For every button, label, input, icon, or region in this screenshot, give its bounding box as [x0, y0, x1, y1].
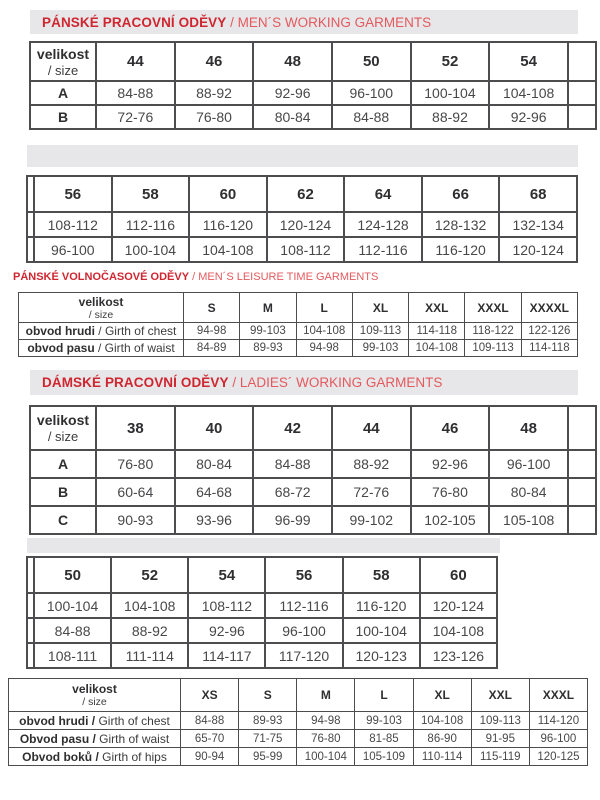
data-cell: 93-96 — [175, 506, 254, 534]
data-cell: 100-104 — [112, 237, 190, 262]
cutoff-column-cell — [568, 406, 596, 450]
size-header-cell: 52 — [411, 42, 490, 81]
data-cell: 65-70 — [181, 730, 239, 748]
row-label-cell: Obvod boků / Girth of hips — [9, 748, 181, 766]
data-cell: 108-112 — [34, 212, 112, 237]
size-header-cell: 60 — [189, 176, 267, 212]
data-cell: 88-92 — [411, 105, 490, 129]
data-cell: 104-108 — [111, 593, 188, 618]
data-cell: 88-92 — [175, 81, 254, 105]
data-cell: 60-64 — [96, 478, 175, 506]
size-header-cell: 46 — [411, 406, 490, 450]
data-cell: 88-92 — [111, 618, 188, 643]
size-header-cell: 52 — [111, 557, 188, 593]
data-cell: 96-100 — [332, 81, 411, 105]
data-cell: 80-84 — [253, 105, 332, 129]
data-cell: 100-104 — [34, 593, 111, 618]
table-row — [30, 478, 596, 506]
table-mens-working-sizes-56-68 — [26, 175, 578, 263]
data-cell: 108-112 — [267, 237, 345, 262]
row-label-cell: obvod hrudi / Girth of chest — [9, 712, 181, 730]
data-cell: 112-116 — [344, 237, 422, 262]
data-cell: 84-88 — [181, 712, 239, 730]
size-header-cell: L — [355, 679, 413, 712]
data-cell: 111-114 — [111, 643, 188, 668]
section-title-czech: PÁNSKÉ PRACOVNÍ ODĚVY — [42, 14, 227, 30]
row-label-cell: Obvod pasu / Girth of waist — [9, 730, 181, 748]
data-cell: 91-95 — [471, 730, 529, 748]
table-mens-working-sizes-44-54 — [29, 41, 597, 130]
row-label-cell: obvod hrudi / Girth of chest — [19, 323, 184, 340]
data-cell: 120-124 — [420, 593, 497, 618]
data-cell: 117-120 — [265, 643, 342, 668]
size-header-cell: XXXXL — [521, 293, 577, 323]
data-cell: 114-117 — [188, 643, 265, 668]
data-cell: 105-109 — [355, 748, 413, 766]
data-cell: 96-100 — [489, 450, 568, 478]
section-heading-men-working — [30, 10, 578, 34]
cutoff-column-cell — [27, 593, 34, 618]
data-cell: 92-96 — [411, 450, 490, 478]
table-row — [27, 618, 497, 643]
data-cell: 104-108 — [413, 712, 471, 730]
row-label-cell: B — [30, 478, 96, 506]
data-cell: 84-89 — [184, 340, 240, 357]
data-cell: 100-104 — [411, 81, 490, 105]
data-cell: 105-108 — [489, 506, 568, 534]
data-cell: 114-118 — [409, 323, 465, 340]
data-cell: 92-96 — [253, 81, 332, 105]
table-row — [30, 105, 596, 129]
size-header-cell: L — [296, 293, 352, 323]
data-cell: 80-84 — [175, 450, 254, 478]
data-cell: 76-80 — [297, 730, 355, 748]
size-corner-cell: velikost / size — [19, 293, 184, 323]
data-cell: 88-92 — [332, 450, 411, 478]
data-cell: 90-93 — [96, 506, 175, 534]
size-corner-cell: velikost / size — [30, 42, 96, 81]
data-cell: 120-125 — [529, 748, 587, 766]
size-header-cell: XL — [413, 679, 471, 712]
data-cell: 116-120 — [189, 212, 267, 237]
data-cell: 114-118 — [521, 340, 577, 357]
data-cell: 108-111 — [34, 643, 111, 668]
data-cell: 110-114 — [413, 748, 471, 766]
size-header-cell: 42 — [253, 406, 332, 450]
row-label-cell: A — [30, 450, 96, 478]
data-cell: 94-98 — [184, 323, 240, 340]
data-cell: 96-100 — [529, 730, 587, 748]
data-cell: 128-132 — [422, 212, 500, 237]
table-ladies-working-sizes-50-60 — [26, 556, 498, 669]
data-cell: 84-88 — [34, 618, 111, 643]
cutoff-column-cell — [568, 506, 596, 534]
cutoff-column-cell — [568, 81, 596, 105]
size-header-cell: 56 — [34, 176, 112, 212]
size-header-cell: 44 — [96, 42, 175, 81]
data-cell: 116-120 — [422, 237, 500, 262]
table-girth-measurements-xs-xxxl — [8, 678, 588, 766]
data-cell: 84-88 — [253, 450, 332, 478]
data-cell: 109-113 — [465, 340, 521, 357]
size-header-cell: 66 — [422, 176, 500, 212]
table-row — [27, 212, 577, 237]
data-cell: 96-100 — [34, 237, 112, 262]
size-header-cell: 54 — [489, 42, 568, 81]
data-cell: 92-96 — [188, 618, 265, 643]
cutoff-column-cell — [27, 176, 34, 212]
cutoff-column-cell — [27, 557, 34, 593]
size-header-cell: XL — [352, 293, 408, 323]
data-cell: 120-124 — [499, 237, 577, 262]
data-cell: 114-120 — [529, 712, 587, 730]
cutoff-column-cell — [27, 618, 34, 643]
data-cell: 123-126 — [420, 643, 497, 668]
data-cell: 80-84 — [489, 478, 568, 506]
section-title-english: / LADIES´ WORKING GARMENTS — [228, 375, 443, 390]
row-label-cell: A — [30, 81, 96, 105]
data-cell: 76-80 — [96, 450, 175, 478]
section-title-czech: DÁMSKÉ PRACOVNÍ ODĚVY — [42, 375, 229, 390]
table-ladies-working-sizes-38-48 — [29, 405, 597, 535]
data-cell: 104-108 — [420, 618, 497, 643]
size-header-cell: 38 — [96, 406, 175, 450]
section-divider-band — [27, 145, 578, 167]
data-cell: 99-103 — [240, 323, 296, 340]
size-header-cell: 48 — [253, 42, 332, 81]
data-cell: 90-94 — [181, 748, 239, 766]
table-row — [27, 643, 497, 668]
data-cell: 104-108 — [296, 323, 352, 340]
size-header-cell: 62 — [267, 176, 345, 212]
size-corner-cell: velikost / size — [9, 679, 181, 712]
size-header-cell: 40 — [175, 406, 254, 450]
data-cell: 102-105 — [411, 506, 490, 534]
cutoff-column-cell — [568, 42, 596, 81]
size-header-cell: 46 — [175, 42, 254, 81]
data-cell: 112-116 — [265, 593, 342, 618]
data-cell: 116-120 — [343, 593, 420, 618]
cutoff-column-cell — [27, 212, 34, 237]
table-row — [9, 712, 588, 730]
size-header-cell: M — [297, 679, 355, 712]
cutoff-column-cell — [27, 237, 34, 262]
data-cell: 109-113 — [352, 323, 408, 340]
data-cell: 132-134 — [499, 212, 577, 237]
cutoff-column-cell — [568, 105, 596, 129]
data-cell: 99-103 — [352, 340, 408, 357]
size-header-cell: XS — [181, 679, 239, 712]
data-cell: 72-76 — [96, 105, 175, 129]
data-cell: 89-93 — [240, 340, 296, 357]
data-cell: 81-85 — [355, 730, 413, 748]
data-cell: 86-90 — [413, 730, 471, 748]
data-cell: 96-99 — [253, 506, 332, 534]
data-cell: 84-88 — [96, 81, 175, 105]
section-divider-band — [27, 538, 500, 553]
data-cell: 104-108 — [489, 81, 568, 105]
data-cell: 99-102 — [332, 506, 411, 534]
data-cell: 64-68 — [175, 478, 254, 506]
size-header-cell: XXXL — [465, 293, 521, 323]
data-cell: 72-76 — [332, 478, 411, 506]
size-header-cell: 54 — [188, 557, 265, 593]
data-cell: 89-93 — [239, 712, 297, 730]
size-header-cell: 60 — [420, 557, 497, 593]
section-title-czech: PÁNSKÉ VOLNOČASOVÉ ODĚVY — [13, 271, 190, 283]
data-cell: 92-96 — [489, 105, 568, 129]
size-header-cell: 58 — [112, 176, 190, 212]
data-cell: 100-104 — [297, 748, 355, 766]
data-cell: 84-88 — [332, 105, 411, 129]
section-title-english: / MEN´S WORKING GARMENTS — [226, 14, 432, 30]
table-row — [9, 730, 588, 748]
row-label-cell: B — [30, 105, 96, 129]
table-row — [9, 748, 588, 766]
data-cell: 104-108 — [409, 340, 465, 357]
size-header-cell: 56 — [265, 557, 342, 593]
cutoff-column-cell — [27, 643, 34, 668]
row-label-cell: C — [30, 506, 96, 534]
table-row — [30, 81, 596, 105]
size-header-cell: XXL — [409, 293, 465, 323]
row-label-cell: obvod pasu / Girth of waist — [19, 340, 184, 357]
size-corner-cell: velikost / size — [30, 406, 96, 450]
section-heading-ladies-working — [30, 370, 578, 395]
size-header-cell: 48 — [489, 406, 568, 450]
size-header-cell: 50 — [34, 557, 111, 593]
table-row — [30, 450, 596, 478]
size-header-cell: XXL — [471, 679, 529, 712]
data-cell: 104-108 — [189, 237, 267, 262]
data-cell: 96-100 — [265, 618, 342, 643]
size-header-cell: 64 — [344, 176, 422, 212]
size-header-cell: 44 — [332, 406, 411, 450]
data-cell: 99-103 — [355, 712, 413, 730]
table-row — [27, 593, 497, 618]
size-header-cell: 58 — [343, 557, 420, 593]
data-cell: 94-98 — [296, 340, 352, 357]
table-mens-leisure-sizes — [18, 292, 578, 357]
data-cell: 94-98 — [297, 712, 355, 730]
data-cell: 109-113 — [471, 712, 529, 730]
data-cell: 95-99 — [239, 748, 297, 766]
data-cell: 112-116 — [112, 212, 190, 237]
section-title-english: / MEN´S LEISURE TIME GARMENTS — [189, 271, 379, 283]
section-heading-men-leisure — [13, 269, 573, 285]
size-header-cell: S — [239, 679, 297, 712]
data-cell: 120-123 — [343, 643, 420, 668]
data-cell: 100-104 — [343, 618, 420, 643]
table-row — [19, 340, 578, 357]
cutoff-column-cell — [568, 450, 596, 478]
data-cell: 68-72 — [253, 478, 332, 506]
table-row — [30, 506, 596, 534]
size-header-cell: 50 — [332, 42, 411, 81]
data-cell: 115-119 — [471, 748, 529, 766]
data-cell: 118-122 — [465, 323, 521, 340]
table-row — [27, 237, 577, 262]
data-cell: 124-128 — [344, 212, 422, 237]
data-cell: 76-80 — [411, 478, 490, 506]
size-header-cell: 68 — [499, 176, 577, 212]
data-cell: 71-75 — [239, 730, 297, 748]
size-header-cell: XXXL — [529, 679, 587, 712]
data-cell: 108-112 — [188, 593, 265, 618]
size-header-cell: S — [184, 293, 240, 323]
data-cell: 76-80 — [175, 105, 254, 129]
data-cell: 122-126 — [521, 323, 577, 340]
data-cell: 120-124 — [267, 212, 345, 237]
size-header-cell: M — [240, 293, 296, 323]
cutoff-column-cell — [568, 478, 596, 506]
table-row — [19, 323, 578, 340]
